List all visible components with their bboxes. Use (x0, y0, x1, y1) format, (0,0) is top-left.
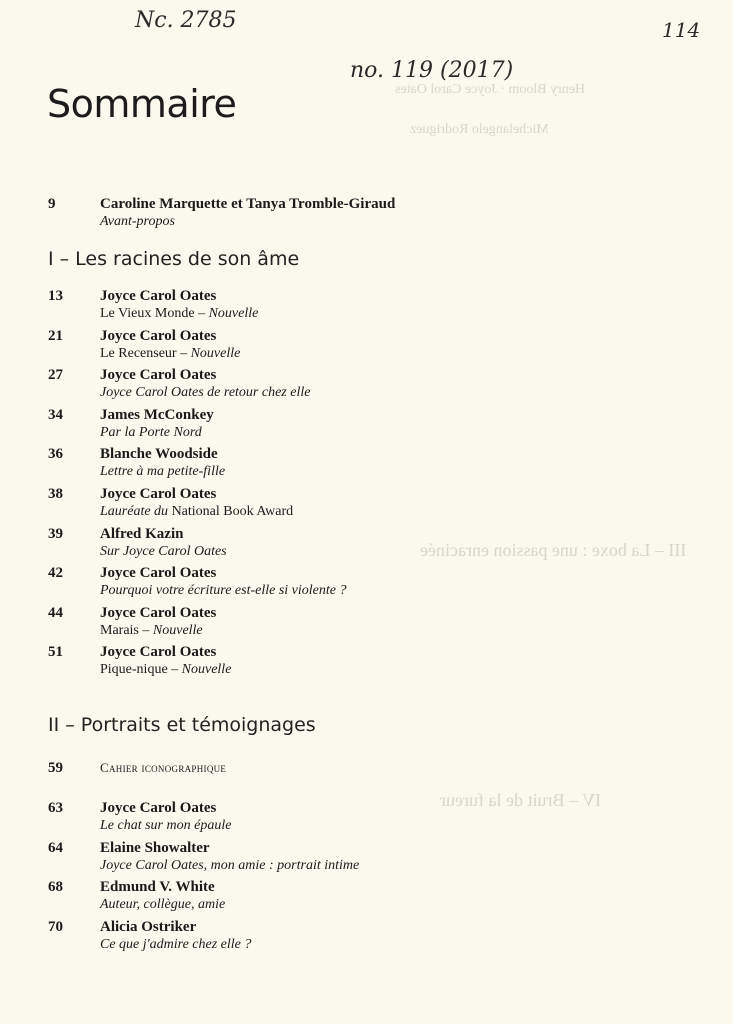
entry-author: Joyce Carol Oates (100, 800, 217, 816)
entry-work: Le chat sur mon épaule (100, 818, 232, 833)
entry-subtitle (100, 818, 231, 834)
section-title-2: II – Portraits et témoignages (48, 714, 316, 736)
entry-author: Alfred Kazin (100, 525, 184, 542)
page-number: 64 (48, 839, 63, 856)
entry-subtitle (100, 504, 293, 520)
entry-work: Joyce Carol Oates de retour chez elle (100, 385, 311, 401)
entry-author: Joyce Carol Oates (100, 644, 217, 661)
entry-label: Cahier iconographique (100, 760, 227, 775)
genre-separator: – (180, 345, 188, 361)
entry-subtitle (100, 346, 240, 362)
page-number: 68 (48, 879, 63, 895)
page-number: 13 (48, 288, 63, 304)
handwritten-page-mark: 114 (662, 18, 701, 42)
entry-subtitle (100, 544, 227, 560)
genre-separator: – (171, 662, 179, 678)
entry-subtitle (100, 306, 258, 322)
entry-work: Pourquoi votre écriture est-elle si violente ? (100, 583, 347, 599)
bleed-through-text: III – La boxe : une passion enracinée (420, 540, 687, 560)
entry-author: Alicia Ostriker (100, 918, 197, 935)
entry-work-prefix: Lauréate du (100, 504, 169, 519)
entry-author: Joyce Carol Oates (100, 604, 217, 621)
entry-subtitle (100, 464, 225, 480)
entry-subtitle (100, 583, 346, 599)
entry-subtitle (100, 425, 202, 441)
entry-work: Ce que j'admire chez elle ? (100, 936, 252, 952)
entry-work: Auteur, collègue, amie (100, 897, 226, 912)
entry-subtitle (100, 897, 225, 913)
handwritten-call-number: Nc. 2785 (135, 8, 237, 33)
page-number: 70 (48, 918, 63, 935)
entry-subtitle (100, 623, 203, 639)
page-number: 9 (48, 196, 56, 212)
page-number: 36 (48, 446, 63, 463)
entry-work: Le Recenseur (100, 345, 177, 361)
entry-author: Joyce Carol Oates (100, 367, 217, 384)
handwritten-issue-number: no. 119 (2017) (350, 58, 514, 83)
entry-work: Lettre à ma petite-fille (100, 464, 226, 480)
entry-subtitle (100, 858, 359, 874)
entry-author: Blanche Woodside (100, 446, 218, 463)
page-number: 38 (48, 486, 63, 502)
page-title: Sommaire (47, 82, 237, 126)
entry-author: Edmund V. White (100, 879, 215, 895)
entry-genre: Nouvelle (208, 306, 259, 321)
entry-subtitle (100, 662, 231, 678)
bleed-through-text: Michelangelo Rodriguez (410, 122, 549, 137)
entry-work: Le Vieux Monde (100, 306, 195, 321)
entry-work: Pique-nique (100, 662, 168, 678)
entry-author: Caroline Marquette et Tanya Tromble-Giraud (100, 196, 396, 212)
entry-genre: Nouvelle (181, 662, 232, 678)
page-number: 63 (48, 800, 63, 816)
genre-separator: – (198, 306, 206, 321)
entry-author: Elaine Showalter (100, 839, 210, 856)
section-title-1: I – Les racines de son âme (48, 248, 300, 270)
entry-work: Marais (100, 622, 139, 638)
entry-author: Joyce Carol Oates (100, 565, 217, 582)
entry-author: Joyce Carol Oates (100, 486, 217, 502)
page-number: 34 (48, 406, 63, 423)
entry-author: James McConkey (100, 406, 214, 423)
entry-genre: Nouvelle (190, 345, 241, 361)
entry-author: Joyce Carol Oates (100, 288, 217, 304)
page-number: 42 (48, 565, 63, 582)
entry-genre: Nouvelle (152, 622, 203, 638)
entry-author: Joyce Carol Oates (100, 327, 217, 344)
page-number: 59 (48, 760, 63, 776)
page-number: 44 (48, 604, 63, 621)
entry-work: Sur Joyce Carol Oates (100, 543, 227, 559)
entry-subtitle (100, 937, 251, 953)
bleed-through-text: IV – Bruit de la fureur (440, 790, 602, 810)
entry-work: Avant-propos (100, 214, 175, 229)
page-number: 39 (48, 525, 63, 542)
entry-work: National Book Award (171, 504, 294, 519)
entry-work: Joyce Carol Oates, mon amie : portrait intime (100, 857, 360, 873)
bleed-through-text: Henry Bloom · Joyce Carol Oates (395, 82, 586, 97)
entry-work: Par la Porte Nord (100, 424, 202, 440)
genre-separator: – (142, 622, 150, 638)
page-number: 27 (48, 367, 63, 384)
page-number: 21 (48, 327, 63, 344)
entry-subtitle (100, 385, 310, 401)
page-number: 51 (48, 644, 63, 661)
